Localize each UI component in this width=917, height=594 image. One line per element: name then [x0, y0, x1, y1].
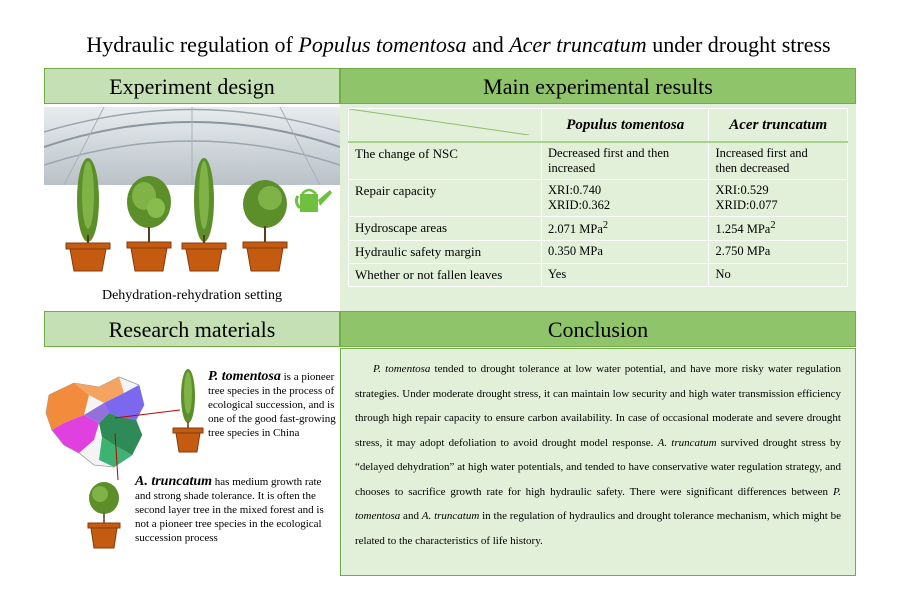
- conclusion-header: Conclusion: [340, 311, 856, 347]
- maple-seedling-icon: [240, 176, 290, 273]
- table-corner-cell: [349, 109, 542, 143]
- populus-value: 2.071 MPa$^2$: [542, 217, 709, 241]
- populus-desc: is a pioneer tree species in the process of ecological succession, and is one of the good fast-growing tree species in China: [208, 371, 336, 439]
- research-materials-header: Research materials: [44, 311, 340, 347]
- table-row: [349, 142, 848, 180]
- table-row: [349, 241, 848, 264]
- table-row: [349, 264, 848, 287]
- row-label: Whether or not fallen leaves: [349, 264, 542, 287]
- table-row: [349, 180, 848, 217]
- acer-value: XRI:0.529 XRID:0.077: [709, 180, 848, 217]
- poplar-seedling-icon: [64, 155, 112, 273]
- results-table-panel: [340, 104, 856, 311]
- main-results-header: Main experimental results: [340, 68, 856, 104]
- acer-desc: has medium growth rate and strong shade tolerance. It is often the second layer tree in the mixed forest and is not a pioneer tree species in the ecological succession process: [135, 476, 324, 544]
- column-header-acer: Acer truncatum: [709, 109, 848, 143]
- conclusion-text: P. tomentosa tended to drought tolerance at low water potential, and have more risky water regulation strategies. Under moderate drought stress, it can maintain low security and high water transmission efficiency through high repair capacity to ensure carbon availability. In case of occasional moderate and severe drought stress, it may adopt defoliation to avoid drought model response. A. truncatum survived drought stress by “delayed dehydration” at high water potentials, and tended to have conservative water regulation strategy, and chooses to sacrifice growth rate for high hydraulic safety. There were significant differences between P. tomentosa and A. truncatum in the regulation of hydraulics and drought tolerance mechanism, which might be related to the characteristics of life history.: [355, 363, 841, 547]
- table-row: [349, 217, 848, 241]
- populus-value: 0.350 MPa: [542, 241, 709, 264]
- acer-description: [135, 475, 340, 545]
- diagonal-divider: [349, 109, 529, 135]
- maple-seedling-icon: [124, 172, 174, 273]
- acer-name: A. truncatum: [135, 474, 213, 489]
- column-header-populus: Populus tomentosa: [542, 109, 709, 143]
- watering-can-icon: [294, 184, 334, 216]
- title-part: Hydraulic regulation of: [86, 32, 299, 57]
- results-table: [348, 108, 848, 287]
- poplar-seedling-icon: [180, 155, 228, 273]
- populus-description: [208, 370, 340, 440]
- populus-value: Decreased first and then increased: [542, 142, 709, 180]
- row-label: Hydraulic safety margin: [349, 241, 542, 264]
- conclusion-panel: [340, 348, 856, 576]
- maple-seedling-icon: [86, 480, 122, 550]
- poplar-seedling-icon: [172, 368, 204, 454]
- acer-value: 1.254 MPa$^2$: [709, 217, 848, 241]
- row-label: Hydroscape areas: [349, 217, 542, 241]
- populus-value: XRI:0.740 XRID:0.362: [542, 180, 709, 217]
- experiment-design-header: Experiment design: [44, 68, 340, 104]
- title-species-acer: Acer truncatum: [509, 32, 647, 57]
- dehydration-setting-label: Dehydration-rehydration setting: [101, 288, 282, 303]
- acer-value: Increased first and then decreased: [709, 142, 848, 180]
- title-part: and: [466, 32, 510, 57]
- row-label: Repair capacity: [349, 180, 542, 217]
- title-part: under drought stress: [646, 32, 831, 57]
- acer-value: 2.750 MPa: [709, 241, 848, 264]
- populus-name: P. tomentosa: [208, 369, 281, 384]
- page-title: [0, 32, 917, 58]
- title-species-populus: Populus tomentosa: [298, 32, 467, 57]
- populus-value: Yes: [542, 264, 709, 287]
- row-label: The change of NSC: [349, 142, 542, 180]
- acer-value: No: [709, 264, 848, 287]
